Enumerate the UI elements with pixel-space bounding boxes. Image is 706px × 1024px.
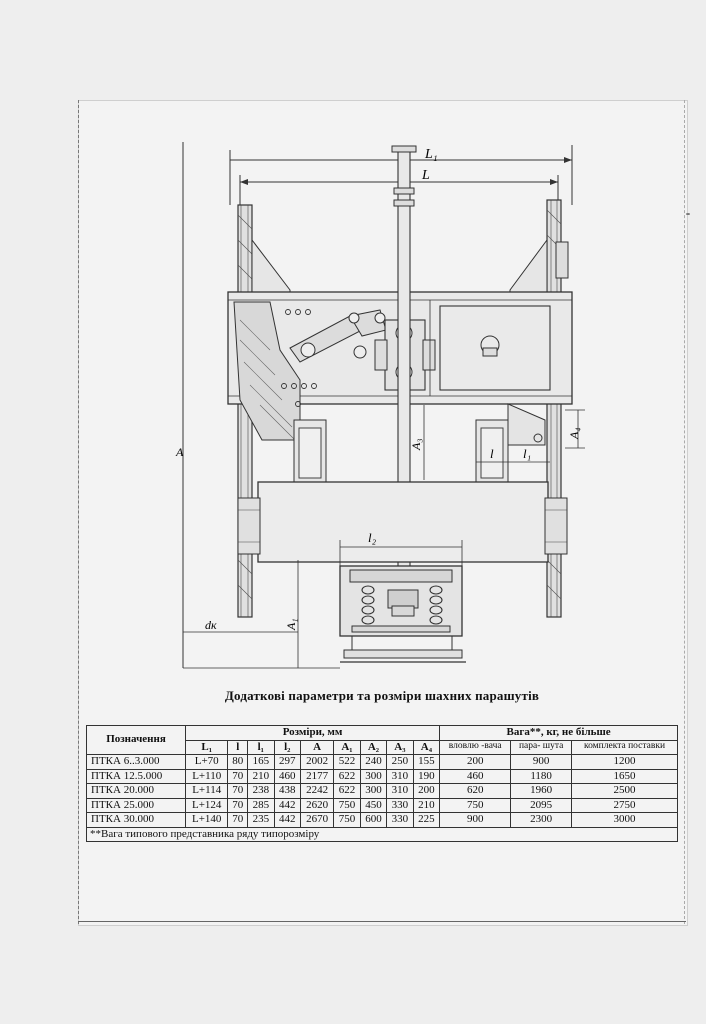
table-row [87,784,678,799]
table-cell: 622 [334,769,360,784]
dim-label-l1: l₁ [523,446,532,461]
table-cell: 210 [413,798,439,813]
table-cell: 442 [274,813,300,828]
table-footnote: **Вага типового представника ряду типорозміру [87,827,678,842]
dim-header: A₄ [413,740,439,755]
table-cell: 3000 [572,813,678,828]
dim-label-L: L [422,168,430,183]
table-cell: 900 [511,755,572,770]
dim-label-dk: dк [205,618,217,632]
table-cell: 460 [274,769,300,784]
dim-label-A4: A₄ [567,427,581,439]
table-cell: 250 [387,755,413,770]
weight-header-set: комплекта поставки [572,740,678,755]
table-cell: 750 [334,798,360,813]
table-cell: 2500 [572,784,678,799]
table-cell: 70 [228,784,248,799]
table-cell: 210 [248,769,274,784]
table-cell: 238 [248,784,274,799]
table-cell: 200 [440,755,511,770]
table-cell: 2095 [511,798,572,813]
table-cell: 300 [360,784,386,799]
dim-label-A3: A₃ [409,438,423,450]
dim-header: A₁ [334,740,360,755]
table-cell: 310 [387,769,413,784]
row-designation: ПТКА 30.000 [87,813,186,828]
table-cell: 2242 [301,784,334,799]
dim-label-A1: A₁ [284,618,298,630]
table-cell: 190 [413,769,439,784]
footnote-row [87,827,678,842]
table-cell: 2620 [301,798,334,813]
table-cell: 225 [413,813,439,828]
table-cell: 235 [248,813,274,828]
table-cell: 310 [387,784,413,799]
dim-header: A₂ [360,740,386,755]
table-cell: 330 [387,813,413,828]
table-cell: 1960 [511,784,572,799]
table-cell: 165 [248,755,274,770]
table-header-row [87,726,678,741]
dim-header: l₂ [274,740,300,755]
dim-header: A [301,740,334,755]
weight-header-parachute: пара- шута [511,740,572,755]
table-cell: 2300 [511,813,572,828]
table-cell: L+124 [186,798,228,813]
sheet-bottom-edge [78,921,686,923]
table-cell: 750 [334,813,360,828]
table-cell: 442 [274,798,300,813]
table-cell: L+114 [186,784,228,799]
table-row [87,798,678,813]
row-designation: ПТКА 12.5.000 [87,769,186,784]
table-cell: 200 [413,784,439,799]
row-designation: ПТКА 25.000 [87,798,186,813]
weight-header-catcher: вловлю -вача [440,740,511,755]
table-cell: 620 [440,784,511,799]
table-cell: 240 [360,755,386,770]
table-cell: 460 [440,769,511,784]
row-designation: ПТКА 20.000 [87,784,186,799]
dim-label-l: l [490,446,494,461]
dim-label-L1: L₁ [425,147,438,162]
table-body [87,755,678,828]
table-cell: 2002 [301,755,334,770]
table-cell: 70 [228,798,248,813]
dim-label-A: A [176,445,184,459]
table-cell: 750 [440,798,511,813]
table-caption: Додаткові параметри та розміри шахних парашутів [224,688,540,703]
table-cell: 1200 [572,755,678,770]
weight-group-header: Вага**, кг, не більше [440,726,678,741]
dim-header: A₃ [387,740,413,755]
table-row [87,755,678,770]
table-cell: 70 [228,813,248,828]
dim-label-l2: l₂ [368,530,377,545]
table-cell: 438 [274,784,300,799]
table-cell: L+140 [186,813,228,828]
table-cell: 297 [274,755,300,770]
table-cell: 155 [413,755,439,770]
designation-header: Позначення [87,726,186,755]
table-cell: 522 [334,755,360,770]
table-cell: 80 [228,755,248,770]
table-row [87,769,678,784]
table-cell: L+110 [186,769,228,784]
dim-header: L₁ [186,740,228,755]
table-cell: L+70 [186,755,228,770]
table-cell: 300 [360,769,386,784]
table-cell: 1180 [511,769,572,784]
table-cell: 2177 [301,769,334,784]
row-designation: ПТКА 6..3.000 [87,755,186,770]
table-cell: 330 [387,798,413,813]
table-cell: 450 [360,798,386,813]
parameters-table [86,725,678,842]
dimensions-group-header: Розміри, мм [186,726,440,741]
table-cell: 900 [440,813,511,828]
dim-header: l [228,740,248,755]
table-cell: 600 [360,813,386,828]
table-cell: 622 [334,784,360,799]
table-cell: 2750 [572,798,678,813]
table-row [87,813,678,828]
table-cell: 70 [228,769,248,784]
table-cell: 285 [248,798,274,813]
dim-header: l₁ [248,740,274,755]
table-cell: 1650 [572,769,678,784]
table-cell: 2670 [301,813,334,828]
